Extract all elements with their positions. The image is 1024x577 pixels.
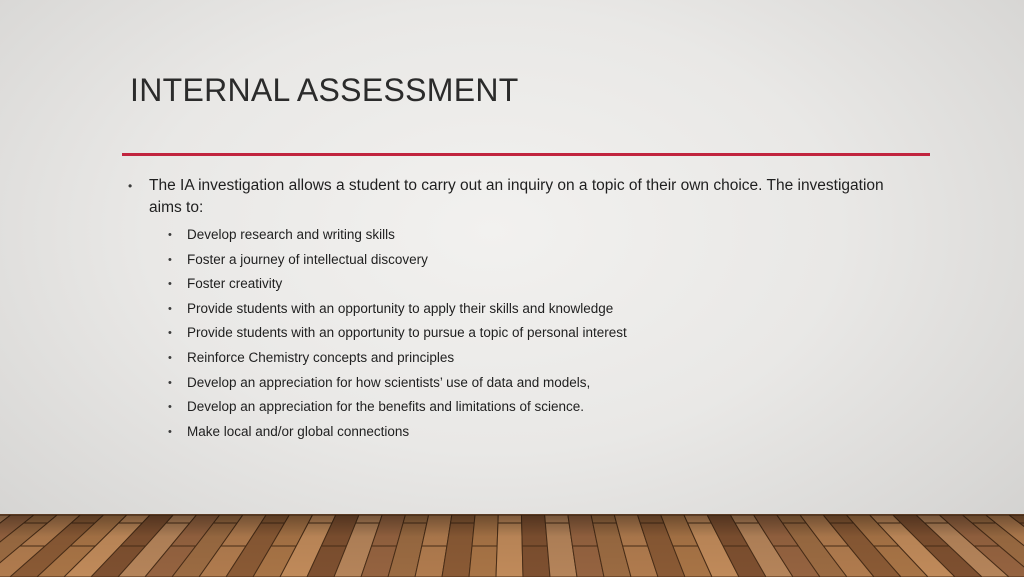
sub-bullet-item	[128, 272, 888, 297]
sub-bullet-text: Foster a journey of intellectual discovery	[187, 251, 428, 267]
sub-bullet-text: Make local and/or global connections	[187, 423, 410, 439]
sub-bullet-text: Foster creativity	[187, 276, 283, 292]
sub-bullet-text: Reinforce Chemistry concepts and principles	[187, 349, 455, 365]
main-bullet-text: The IA investigation allows a student to carry out an inquiry on a topic of their own choice. The investigation aims to:	[149, 177, 884, 216]
wood-floor-planks	[0, 515, 1024, 577]
sub-bullet-text: Provide students with an opportunity to apply their skills and knowledge	[187, 300, 614, 316]
floor-shadow	[0, 515, 1024, 577]
sub-bullet-item	[128, 420, 888, 445]
sub-bullet-list	[128, 223, 888, 444]
bullet-icon: •	[168, 229, 172, 241]
bullet-icon: •	[168, 327, 172, 340]
bullet-icon: •	[168, 401, 172, 414]
bullet-icon: •	[168, 351, 172, 364]
main-bullet-item	[128, 175, 888, 219]
sub-bullet-item	[128, 371, 888, 396]
sub-bullet-item	[128, 321, 888, 346]
sub-bullet-text: Develop research and writing skills	[187, 227, 395, 242]
bullet-icon: •	[168, 302, 172, 315]
bullet-icon: •	[168, 425, 172, 438]
slide-title: INTERNAL ASSESSMENT	[130, 72, 519, 108]
sub-bullet-text: Provide students with an opportunity to pursue a topic of personal interest	[187, 325, 627, 341]
slide-content	[128, 175, 888, 444]
sub-bullet-text: Develop an appreciation for how scientists’ use of data and models,	[187, 374, 591, 390]
sub-bullet-text: Develop an appreciation for the benefits and limitations of science.	[187, 399, 584, 415]
sub-bullet-item	[128, 223, 888, 248]
sub-bullet-item	[128, 297, 888, 322]
wood-floor	[0, 514, 1024, 577]
bullet-icon: •	[128, 179, 133, 193]
bullet-icon: •	[168, 278, 172, 291]
sub-bullet-item	[128, 395, 888, 420]
sub-bullet-item	[128, 248, 888, 273]
sub-bullet-item	[128, 346, 888, 371]
title-divider	[122, 153, 930, 156]
bullet-icon: •	[168, 253, 172, 266]
bullet-icon: •	[168, 376, 172, 389]
